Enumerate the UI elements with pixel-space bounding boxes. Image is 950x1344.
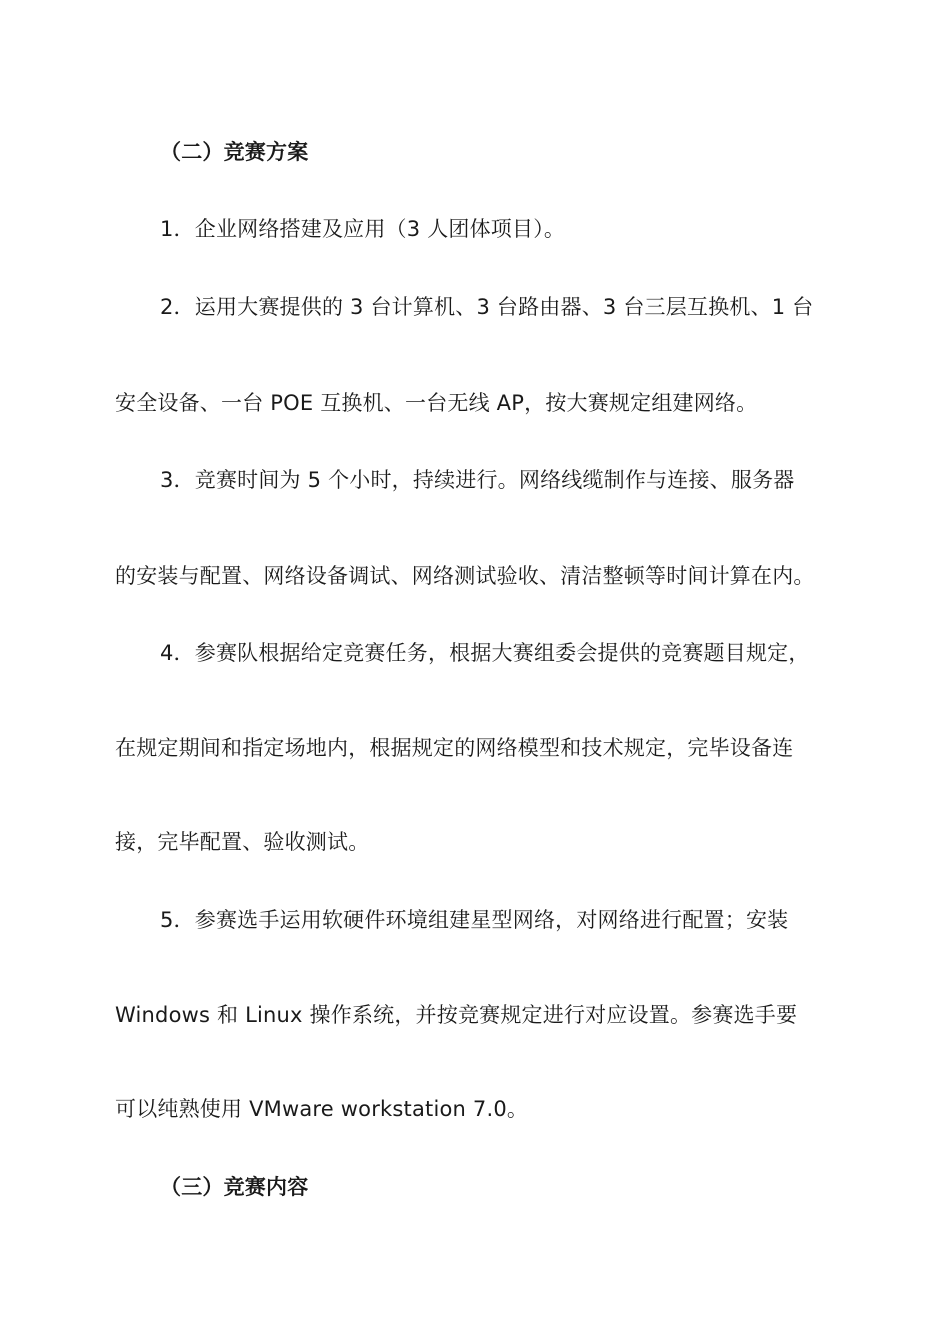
item-3-line-2: 的安装与配置、网络设备调试、网络测试验收、清洁整顿等时间计算在内。 bbox=[115, 564, 815, 588]
item-2-line-2: 安全设备、一台 POE 互换机、一台无线 AP，按大赛规定组建网络。 bbox=[115, 391, 758, 415]
item-5-line-2: Windows 和 Linux 操作系统，并按竞赛规定进行对应设置。参赛选手要 bbox=[115, 1003, 798, 1027]
item-4-line-3: 接，完毕配置、验收测试。 bbox=[115, 830, 370, 854]
item-5-line-3: 可以纯熟使用 VMware workstation 7.0。 bbox=[115, 1097, 529, 1121]
item-4-line-1: 4．参赛队根据给定竞赛任务，根据大赛组委会提供的竞赛题目规定， bbox=[160, 641, 810, 665]
item-5-line-1: 5．参赛选手运用软硬件环境组建星型网络，对网络进行配置；安装 bbox=[160, 908, 789, 932]
item-1: 1．企业网络搭建及应用（3 人团体项目）。 bbox=[160, 217, 566, 241]
item-2-line-1: 2．运用大赛提供的 3 台计算机、3 台路由器、3 台三层互换机、1 台 bbox=[160, 295, 814, 319]
item-3-line-1: 3．竞赛时间为 5 个小时，持续进行。网络线缆制作与连接、服务器 bbox=[160, 468, 795, 492]
section-heading-2: （二）竞赛方案 bbox=[160, 140, 309, 164]
section-heading-3: （三）竞赛内容 bbox=[160, 1175, 309, 1199]
item-4-line-2: 在规定期间和指定场地内，根据规定的网络模型和技术规定，完毕设备连 bbox=[115, 736, 794, 760]
